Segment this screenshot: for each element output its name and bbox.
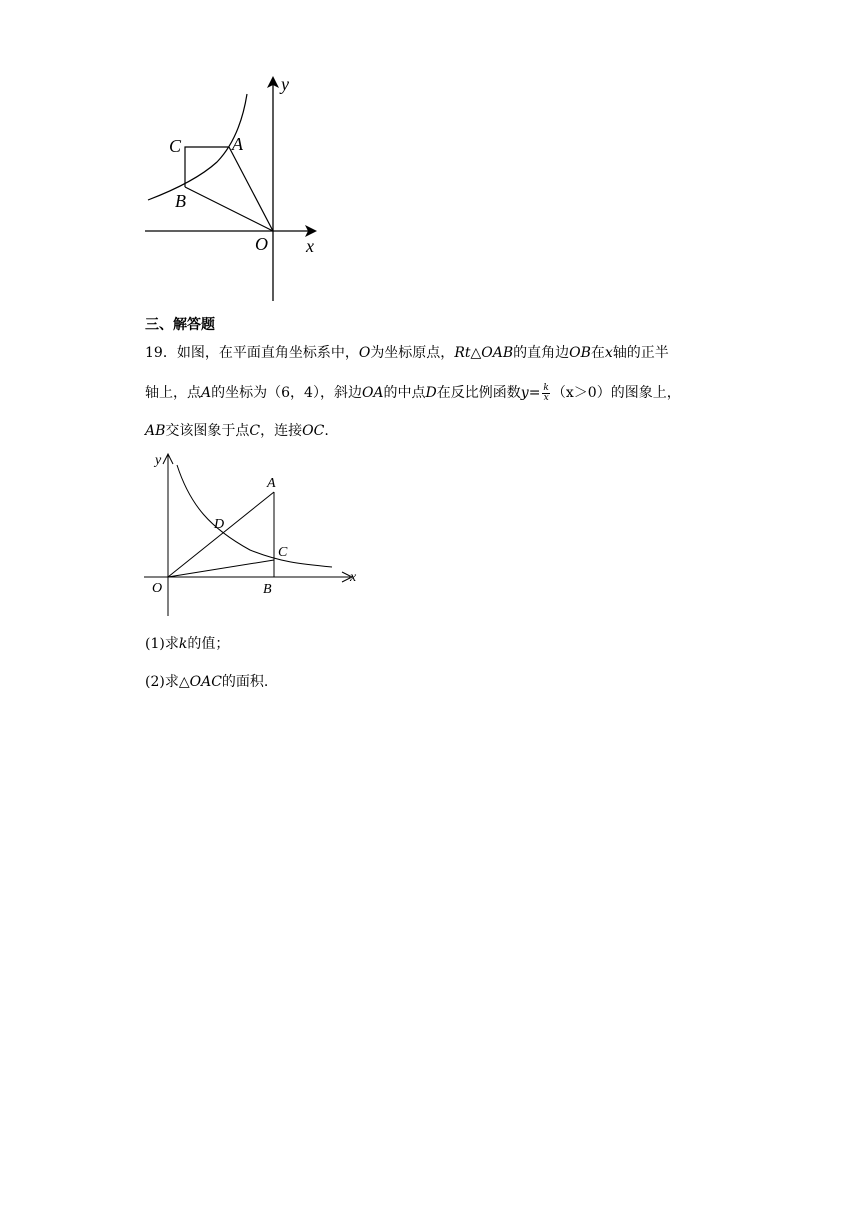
label-x: x — [350, 570, 357, 585]
label-o: O — [152, 581, 163, 596]
label-y: y — [155, 453, 162, 468]
segment-bo — [185, 187, 273, 231]
label-c: C — [169, 136, 182, 156]
text: 的直角边 — [513, 345, 570, 361]
var-oac: OAC — [189, 674, 222, 690]
label-b: B — [263, 582, 272, 597]
text: 的面积. — [221, 674, 269, 690]
text: 为坐标原点， — [370, 345, 455, 361]
text: 的中点 — [383, 385, 426, 401]
label-c: C — [278, 545, 288, 560]
text: (2)求△ — [145, 674, 190, 690]
segment-oa — [168, 492, 274, 577]
var-oa: OA — [361, 385, 384, 401]
var-x: x — [604, 345, 613, 361]
figure-1 — [135, 70, 335, 310]
question-line-1 — [145, 343, 725, 363]
text: 如图，在平面直角坐标系中， — [176, 345, 359, 361]
text: 的图象上， — [610, 385, 681, 401]
label-x: x — [306, 236, 314, 256]
var-ab: AB — [145, 423, 166, 439]
fraction-numerator: k — [543, 382, 549, 393]
var-c: C — [249, 423, 261, 439]
label-d: D — [214, 517, 225, 532]
text: . — [324, 423, 329, 439]
condition: （x＞0） — [551, 385, 611, 401]
label-a: A — [267, 476, 276, 491]
text: 的值； — [187, 636, 230, 652]
fraction-denominator: x — [543, 392, 549, 403]
label-a: A — [232, 134, 243, 154]
segment-ao — [229, 147, 273, 231]
fraction-k-over-x — [542, 384, 549, 403]
segment-oc — [168, 560, 274, 577]
y-equals: y= — [520, 385, 541, 401]
var-d: D — [425, 385, 437, 401]
section-title: 三、解答题 — [145, 317, 215, 333]
text: (1)求 — [145, 636, 179, 652]
text: 交该图象于点 — [165, 423, 250, 439]
var-tri: △OAB — [470, 345, 514, 361]
var-a: A — [201, 385, 212, 401]
var-k: k — [178, 636, 188, 652]
text: 轴的正半 — [612, 345, 669, 361]
figure-2 — [140, 450, 370, 620]
var-rt: Rt — [454, 345, 471, 361]
question-number: 19． — [145, 345, 177, 361]
label-b: B — [175, 191, 186, 211]
text: 的坐标为（6，4），斜边 — [211, 385, 362, 401]
text: ，连接 — [260, 423, 303, 439]
label-o: O — [255, 234, 268, 254]
var-ob: OB — [569, 345, 591, 361]
sub-question-1 — [145, 634, 229, 654]
label-y: y — [281, 74, 289, 94]
text: 在反比例函数 — [436, 385, 521, 401]
question-line-3 — [145, 421, 725, 441]
text: 在 — [590, 345, 605, 361]
var-oc: OC — [302, 423, 325, 439]
rectangle-cba — [185, 147, 229, 187]
question-line-2 — [145, 383, 725, 403]
text: 轴上，点 — [145, 385, 201, 401]
sub-question-2 — [145, 672, 268, 692]
var-o: O — [358, 345, 371, 361]
